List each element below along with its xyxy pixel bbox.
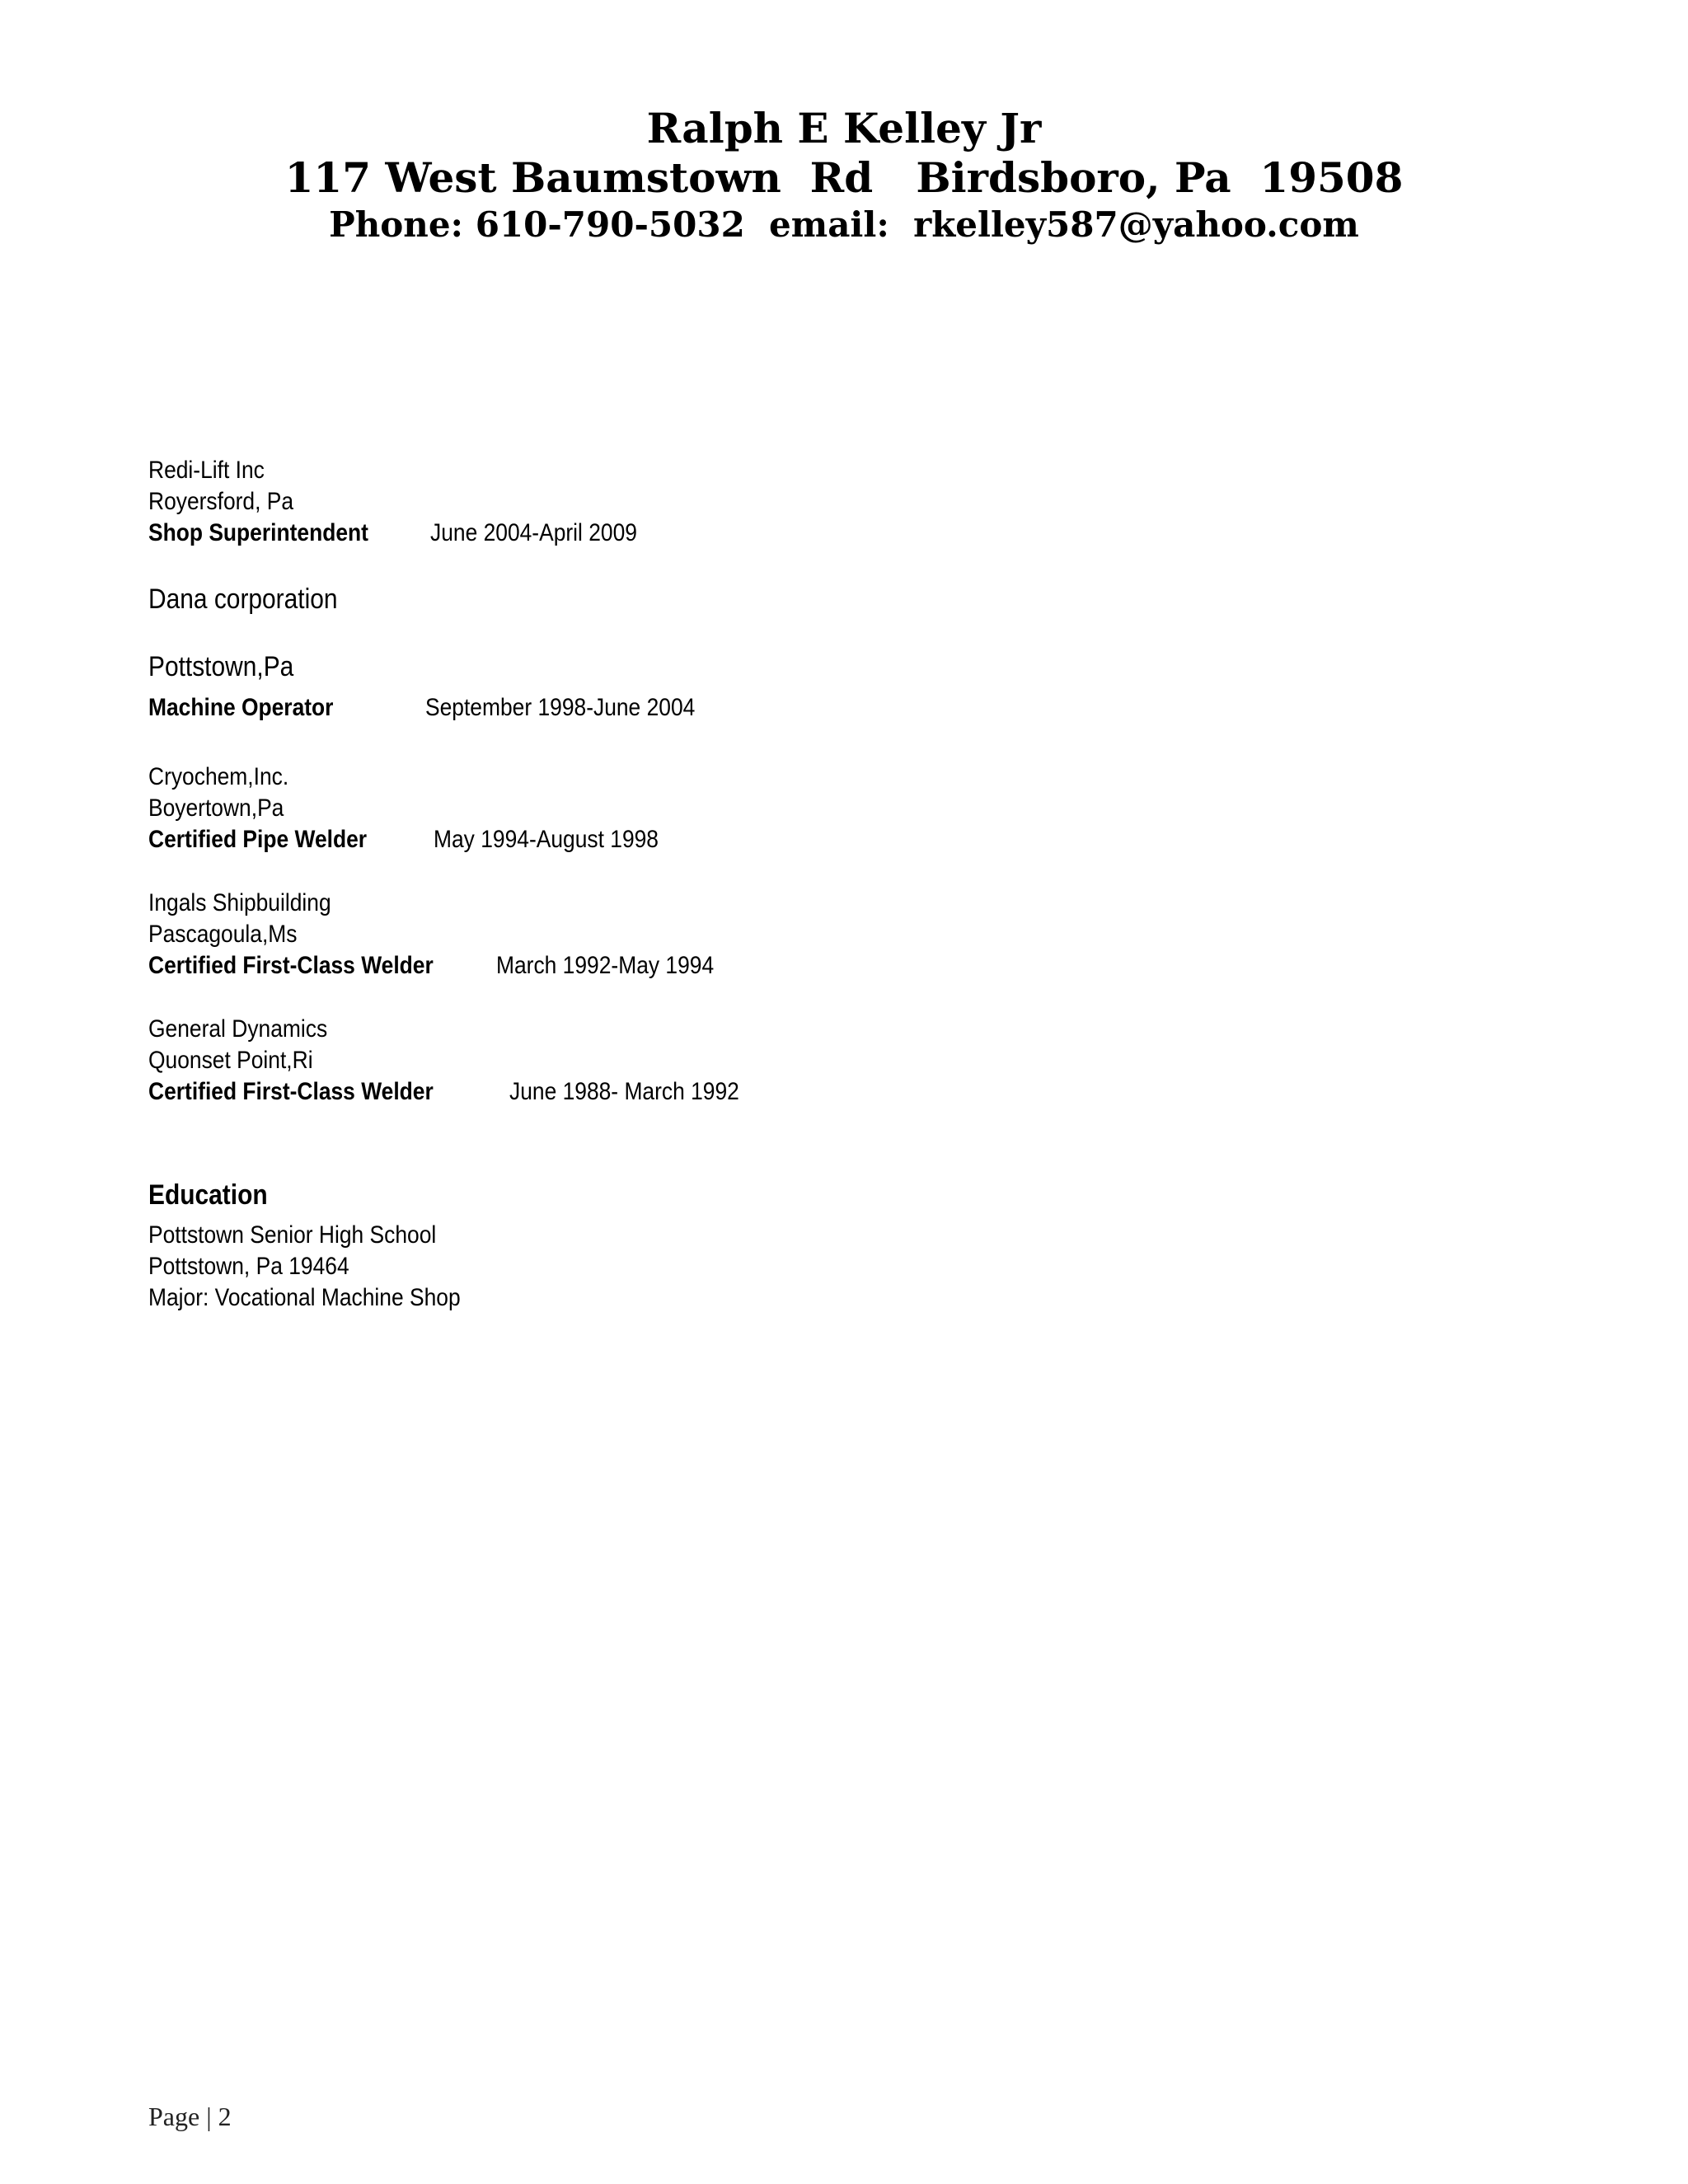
job-dates: September 1998-June 2004	[425, 694, 696, 721]
job-location: Pascagoula,Ms	[148, 921, 298, 948]
job-title: Machine Operator	[148, 694, 334, 721]
job-title: Shop Superintendent	[148, 519, 368, 546]
page-number: Page | 2	[148, 2102, 232, 2131]
job-company: Cryochem,Inc.	[148, 763, 289, 790]
job-company: Redi-Lift Inc	[148, 457, 265, 484]
education-heading: Education	[148, 1179, 268, 1211]
education-major: Major: Vocational Machine Shop	[148, 1284, 461, 1311]
job-location: Boyertown,Pa	[148, 794, 284, 822]
job-title: Certified First-Class Welder	[148, 952, 434, 979]
job-location: Pottstown,Pa	[148, 651, 294, 682]
job-company: General Dynamics	[148, 1015, 328, 1043]
applicant-address: 117 West Baumstown Rd Birdsboro, Pa 19508	[284, 153, 1404, 202]
job-dates: March 1992-May 1994	[496, 952, 715, 979]
job-location: Quonset Point,Ri	[148, 1047, 313, 1074]
job-dates: May 1994-August 1998	[434, 826, 659, 853]
applicant-name: Ralph E Kelley Jr	[646, 104, 1042, 152]
job-location: Royersford, Pa	[148, 488, 294, 515]
applicant-contact: Phone: 610-790-5032 email: rkelley587@yahoo.com	[329, 204, 1359, 245]
education-school: Pottstown Senior High School	[148, 1221, 437, 1249]
job-company: Ingals Shipbuilding	[148, 889, 331, 916]
job-title: Certified Pipe Welder	[148, 826, 368, 853]
job-company: Dana corporation	[148, 583, 338, 615]
resume-header	[0, 104, 1688, 247]
job-title: Certified First-Class Welder	[148, 1078, 434, 1105]
job-dates: June 2004-April 2009	[430, 519, 637, 546]
education-location: Pottstown, Pa 19464	[148, 1253, 349, 1280]
job-dates: June 1988- March 1992	[509, 1078, 739, 1105]
